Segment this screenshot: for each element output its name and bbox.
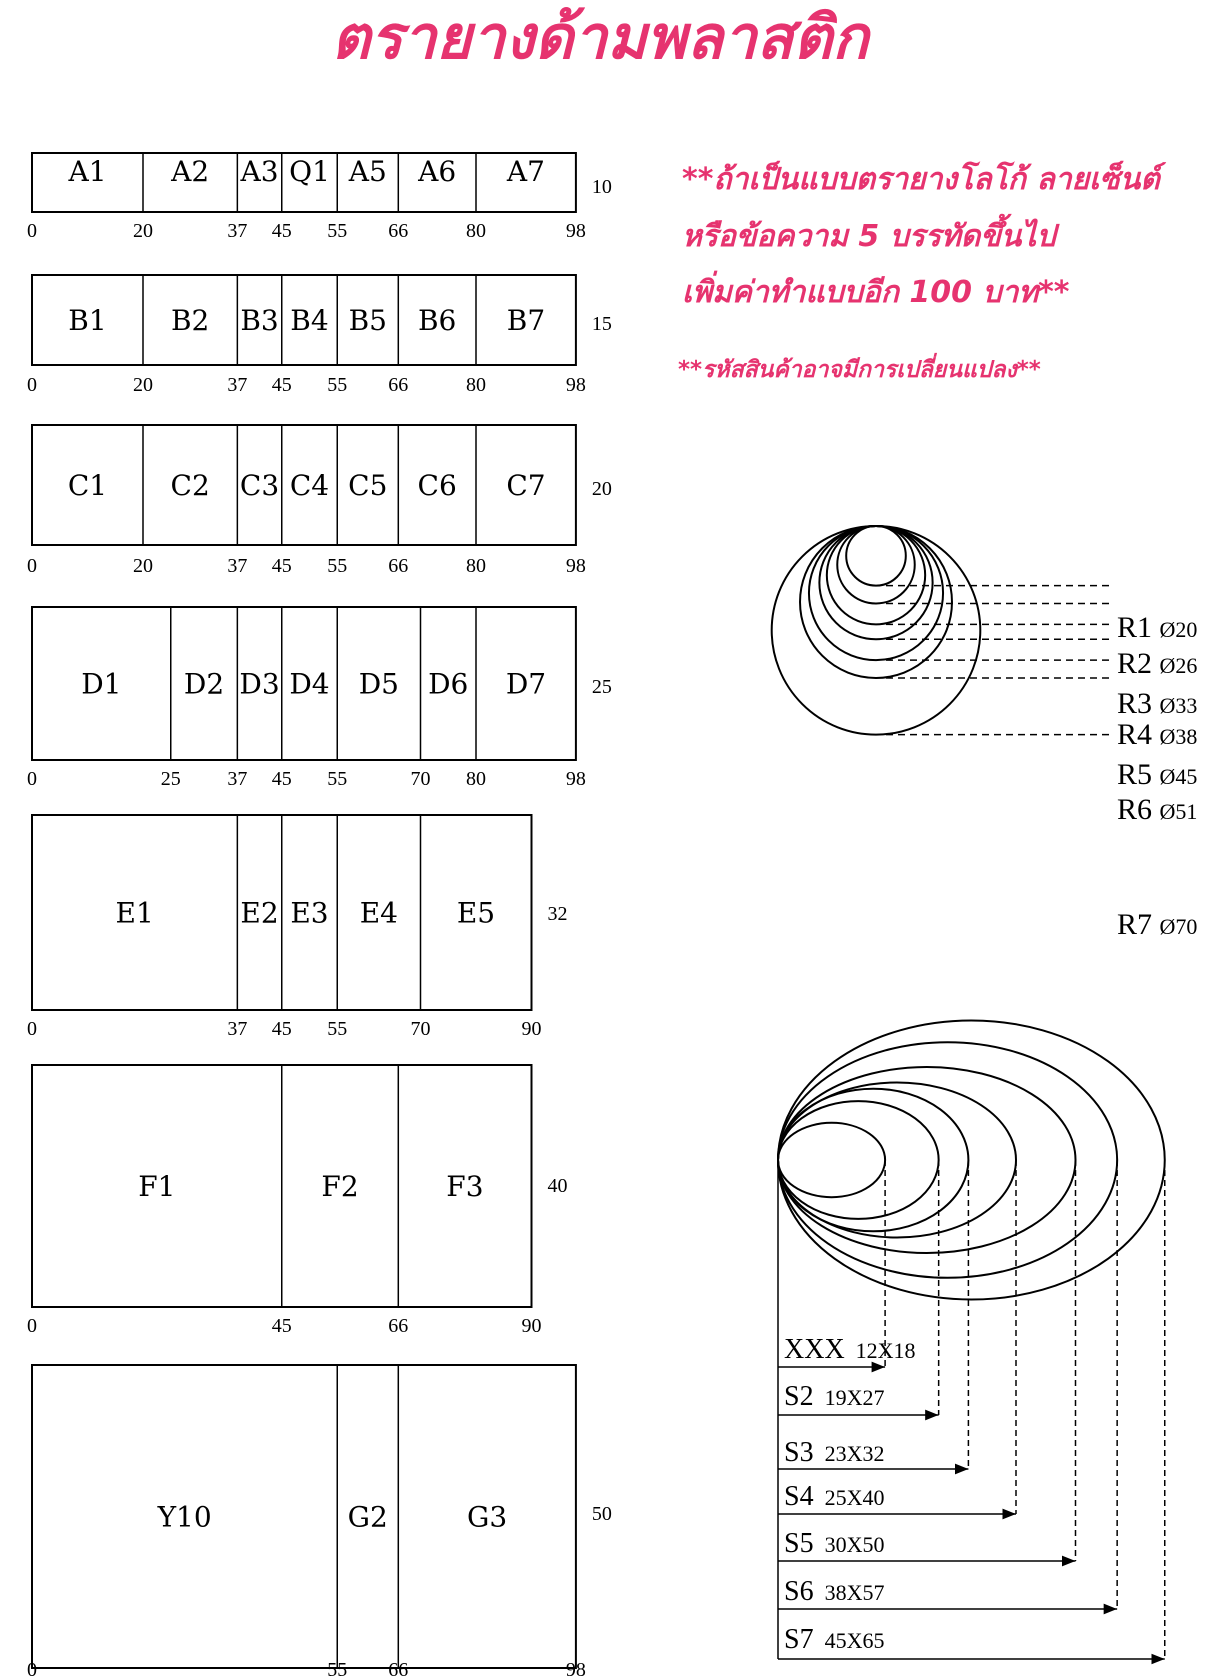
cell-label: C2 — [170, 469, 210, 502]
tick-label: 0 — [27, 555, 37, 577]
cell-label: D2 — [183, 667, 225, 701]
height-label: 25 — [591, 676, 612, 698]
round-size — [837, 526, 1197, 680]
round-size-label: R6 Ø51 — [1117, 793, 1198, 826]
cell-label: B4 — [290, 304, 329, 337]
height-label: 20 — [591, 478, 612, 500]
tick-label: 20 — [133, 555, 153, 577]
rect-group — [27, 425, 612, 577]
tick-label: 80 — [466, 374, 486, 396]
tick-label: 66 — [388, 1315, 409, 1337]
oval-outline — [778, 1123, 885, 1197]
tick-label: 98 — [565, 1659, 586, 1680]
tick-label: 20 — [133, 220, 153, 242]
note-line-3: เพิ่มค่าทำแบบอีก 100 บาท** — [682, 275, 1070, 310]
round-size-label: R5 Ø45 — [1117, 758, 1198, 791]
tick-label: 98 — [565, 768, 586, 790]
cell-label: C7 — [506, 469, 546, 502]
note-line-1: **ถ้าเป็นแบบตรายางโลโก้ ลายเซ็นต์ — [682, 162, 1160, 197]
round-size — [846, 526, 1197, 644]
oval-size — [778, 1101, 939, 1415]
tick-label: 45 — [271, 768, 292, 790]
oval-outline — [778, 1101, 939, 1219]
cell-label: D7 — [505, 667, 547, 701]
note-line-2: หรือข้อความ 5 บรรทัดขึ้นไป — [682, 219, 1056, 254]
cell-label: E4 — [359, 896, 399, 930]
rect-group — [27, 275, 612, 396]
tick-label: 37 — [227, 1018, 248, 1040]
round-size-label: R1 Ø20 — [1117, 611, 1198, 644]
height-label: 10 — [591, 176, 612, 198]
tick-label: 55 — [327, 220, 348, 242]
height-label: 50 — [591, 1503, 612, 1525]
oval-size-label: XXX 12X18 — [784, 1334, 916, 1365]
cell-label: B3 — [240, 304, 279, 337]
oval-size — [778, 1067, 1076, 1561]
tick-label: 98 — [565, 374, 586, 396]
tick-label: 66 — [388, 555, 409, 577]
oval-outline — [778, 1067, 1076, 1253]
tick-label: 90 — [521, 1315, 542, 1337]
cell-label: B6 — [417, 304, 457, 337]
cell-label: C3 — [239, 469, 280, 502]
cell-label: C6 — [417, 469, 457, 502]
cell-label: D4 — [289, 667, 330, 701]
oval-outline — [778, 1083, 1016, 1238]
cell-label: C5 — [348, 469, 388, 502]
round-outline — [837, 526, 914, 603]
rect-group — [27, 607, 612, 790]
cell-label: A2 — [171, 155, 210, 188]
cell-label: A6 — [418, 155, 457, 188]
note-line-4: **รหัสสินค้าอาจมีการเปลี่ยนแปลง** — [678, 357, 1041, 383]
cell-label: B2 — [170, 304, 210, 337]
round-outline — [772, 526, 981, 735]
oval-size-label: S3 23X32 — [784, 1437, 885, 1468]
cell-label: E3 — [290, 896, 329, 930]
round-outline — [827, 526, 925, 624]
cell-label: B5 — [348, 304, 387, 337]
tick-label: 98 — [565, 555, 586, 577]
tick-label: 0 — [27, 1315, 37, 1337]
cell-label: F2 — [321, 1170, 359, 1203]
price-notes — [678, 160, 1167, 383]
cell-label: D5 — [358, 667, 400, 701]
oval-size-label: S6 38X57 — [784, 1576, 885, 1607]
cell-label: A1 — [68, 155, 107, 188]
tick-label: 55 — [327, 1659, 348, 1680]
rect-group — [27, 815, 568, 1040]
tick-label: 45 — [271, 1315, 292, 1337]
tick-label: 55 — [327, 768, 348, 790]
cell-label: A3 — [240, 155, 279, 188]
cell-label: B1 — [68, 304, 107, 337]
round-size-label: R4 Ø38 — [1117, 718, 1198, 751]
tick-label: 55 — [327, 1018, 348, 1040]
tick-label: 0 — [27, 220, 37, 242]
tick-label: 25 — [160, 768, 181, 790]
cell-label: C1 — [67, 469, 108, 502]
rect-group — [27, 1365, 612, 1680]
cell-label: A7 — [506, 155, 545, 188]
tick-label: 37 — [227, 555, 248, 577]
tick-label: 37 — [227, 374, 248, 396]
tick-label: 0 — [27, 374, 37, 396]
tick-label: 45 — [271, 1018, 292, 1040]
height-label: 40 — [547, 1175, 568, 1197]
cell-label: G3 — [467, 1500, 508, 1534]
tick-label: 0 — [27, 768, 37, 790]
tick-label: 55 — [327, 374, 348, 396]
tick-label: 66 — [388, 374, 409, 396]
oval-size-label: S4 25X40 — [784, 1481, 885, 1512]
round-outline — [846, 526, 906, 586]
round-size-label: R7 Ø70 — [1117, 908, 1198, 941]
cell-label: D6 — [428, 667, 469, 701]
cell-label: Y10 — [157, 1500, 212, 1534]
tick-label: 0 — [27, 1018, 37, 1040]
tick-label: 45 — [271, 374, 292, 396]
cell-label: A5 — [348, 155, 387, 188]
cell-label: D3 — [239, 667, 280, 701]
round-outline — [819, 526, 932, 639]
height-label: 32 — [547, 903, 568, 925]
height-label: 15 — [591, 313, 612, 335]
tick-label: 80 — [466, 768, 486, 790]
tick-label: 66 — [388, 1659, 409, 1680]
cell-label: B7 — [506, 304, 546, 337]
tick-label: 90 — [521, 1018, 542, 1040]
tick-label: 37 — [227, 768, 248, 790]
tick-label: 70 — [410, 768, 431, 790]
oval-outline — [778, 1021, 1165, 1300]
cell-label: F3 — [446, 1170, 484, 1203]
tick-label: 45 — [271, 555, 292, 577]
tick-label: 70 — [410, 1018, 431, 1040]
tick-label: 0 — [27, 1659, 37, 1680]
cell-label: E5 — [456, 896, 496, 930]
oval-size-label: S5 30X50 — [784, 1528, 885, 1559]
oval-size-label: S7 45X65 — [784, 1624, 885, 1655]
oval-size — [778, 1123, 916, 1367]
cell-label: F1 — [138, 1170, 176, 1203]
rect-group — [27, 153, 612, 242]
cell-label: G2 — [347, 1500, 388, 1534]
oval-stamps — [778, 1021, 1165, 1660]
page-title: ตรายางด้ามพลาสติก — [331, 3, 869, 73]
tick-label: 55 — [327, 555, 348, 577]
rectangular-stamps — [27, 153, 612, 1680]
tick-label: 80 — [466, 555, 486, 577]
cell-label: E1 — [115, 896, 154, 930]
round-size-label: R3 Ø33 — [1117, 687, 1198, 720]
oval-outline — [778, 1042, 1117, 1278]
tick-label: 37 — [227, 220, 248, 242]
tick-label: 66 — [388, 220, 409, 242]
cell-label: E2 — [240, 896, 279, 930]
tick-label: 20 — [133, 374, 153, 396]
tick-label: 98 — [565, 220, 586, 242]
rect-group — [27, 1065, 568, 1337]
cell-label: C4 — [289, 469, 330, 502]
tick-label: 45 — [271, 220, 292, 242]
cell-label: D1 — [81, 667, 122, 701]
oval-size-label: S2 19X27 — [784, 1381, 885, 1412]
round-size-label: R2 Ø26 — [1117, 647, 1198, 680]
round-stamps — [772, 526, 1198, 941]
cell-label: Q1 — [289, 155, 330, 188]
tick-label: 80 — [466, 220, 486, 242]
